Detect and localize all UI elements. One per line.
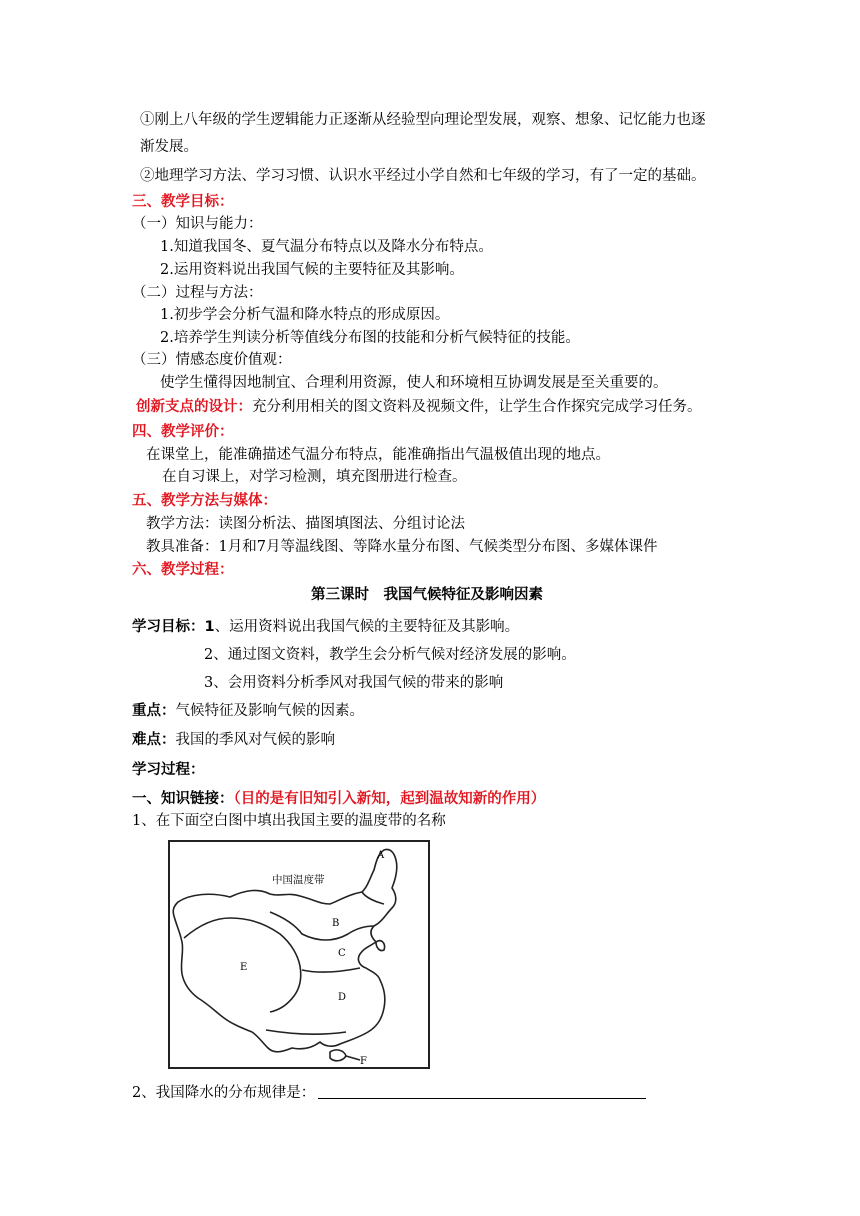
question-1: 1、在下面空白图中填出我国主要的温度带的名称 bbox=[132, 813, 446, 829]
goal-number: 1 bbox=[204, 619, 215, 635]
answer-blank-line[interactable] bbox=[318, 1098, 646, 1099]
process-heading: （二）过程与方法： bbox=[132, 285, 263, 301]
knowledge-item-1: 1.知道我国冬、夏气温分布特点以及降水分布特点。 bbox=[160, 239, 493, 255]
zone-boundary-bc bbox=[270, 912, 374, 940]
f-leader-line bbox=[346, 1056, 360, 1060]
zone-label-c: C bbox=[338, 948, 346, 959]
lesson-title: 第三课时 我国气候特征及影响因素 bbox=[311, 587, 543, 603]
key-label: 重点： bbox=[132, 703, 176, 719]
values-heading: （三）情感态度价值观： bbox=[132, 352, 292, 368]
difficulty-text: 我国的季风对气候的影响 bbox=[175, 732, 335, 748]
knowledge-item-2: 2.运用资料说出我国气候的主要特征及其影响。 bbox=[160, 262, 464, 278]
section-6-heading: 六、教学过程： bbox=[132, 562, 234, 578]
key-text: 气候特征及影响气候的因素。 bbox=[175, 703, 364, 719]
goal-2: 2、通过图文资料，教学生会分析气候对经济发展的影响。 bbox=[204, 647, 576, 663]
process-item-1: 1.初步学会分析气温和降水特点的形成原因。 bbox=[160, 307, 450, 323]
values-item: 使学生懂得因地制宜、合理利用资源，使人和环境相互协调发展是至关重要的。 bbox=[160, 375, 668, 391]
hainan-island bbox=[330, 1050, 346, 1061]
zone-label-f: F bbox=[360, 1056, 367, 1067]
goal-line-1 bbox=[132, 617, 519, 637]
process-label: 学习过程： bbox=[132, 762, 205, 778]
difficulty bbox=[132, 730, 335, 750]
innovation-text: 充分利用相关的图文资料及视频文件，让学生合作探究完成学习任务。 bbox=[252, 399, 702, 415]
zone-boundary-subtropic bbox=[266, 1030, 346, 1034]
method-line: 教学方法：读图分析法、描图填图法、分组讨论法 bbox=[146, 516, 465, 532]
innovation-line bbox=[136, 397, 702, 417]
zone-label-e: E bbox=[240, 962, 248, 973]
innovation-label: 创新支点的设计： bbox=[136, 399, 252, 415]
section-3-heading: 三、教学目标： bbox=[132, 194, 234, 210]
goal-3: 3、会用资料分析季风对我国气候的带来的影响 bbox=[204, 675, 504, 691]
background-line-1: ①刚上八年级的学生逻辑能力正逐渐从经验型向理论型发展，观察、想象、记忆能力也逐 bbox=[140, 112, 706, 128]
background-line-2: 渐发展。 bbox=[140, 139, 198, 155]
process-item-2: 2.培养学生判读分析等值线分布图的技能和分析气候特征的技能。 bbox=[160, 330, 580, 346]
zone-label-a: A bbox=[377, 850, 385, 861]
zone-boundary-cd bbox=[302, 968, 360, 972]
map-title: 中国温度带 bbox=[272, 874, 325, 886]
link-label: 一、知识链接： bbox=[132, 791, 234, 807]
goal-1: 、运用资料说出我国气候的主要特征及其影响。 bbox=[214, 619, 520, 635]
section-4-heading: 四、教学评价： bbox=[132, 424, 234, 440]
key-point bbox=[132, 701, 364, 721]
goal-label: 学习目标： bbox=[132, 619, 205, 635]
evaluation-line-2: 在自习课上，对学习检测，填充图册进行检查。 bbox=[162, 469, 467, 485]
zone-boundary-ab bbox=[362, 892, 384, 904]
zone-label-d: D bbox=[338, 992, 347, 1003]
knowledge-link bbox=[132, 789, 545, 809]
zone-label-b: B bbox=[332, 918, 340, 929]
china-temperature-zone-map bbox=[168, 840, 430, 1069]
korea-peninsula bbox=[376, 941, 385, 951]
knowledge-heading: （一）知识与能力： bbox=[132, 216, 263, 232]
difficulty-label: 难点： bbox=[132, 732, 176, 748]
question-2: 2、我国降水的分布规律是： bbox=[132, 1085, 316, 1101]
tools-line: 教具准备：1月和7月等温线图、等降水量分布图、气候类型分布图、多媒体课件 bbox=[146, 539, 658, 555]
section-5-heading: 五、教学方法与媒体： bbox=[132, 493, 277, 509]
link-note: （目的是有旧知引入新知，起到温故知新的作用） bbox=[233, 791, 546, 807]
background-line-3: ②地理学习方法、学习习惯、认识水平经过小学自然和七年级的学习，有了一定的基础。 bbox=[140, 168, 706, 184]
evaluation-line-1: 在课堂上，能准确描述气温分布特点，能准确指出气温极值出现的地点。 bbox=[146, 447, 610, 463]
